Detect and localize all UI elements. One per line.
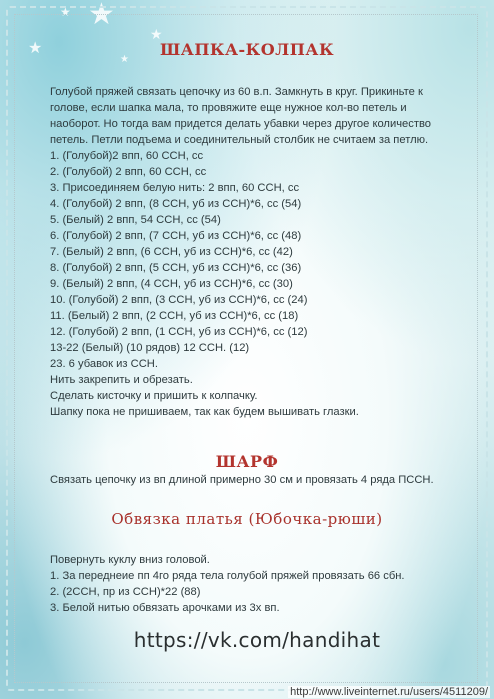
- footer-url[interactable]: http://www.liveinternet.ru/users/4511209/: [290, 686, 488, 698]
- hat-title: ШАПКА-КОЛПАК: [160, 40, 334, 59]
- pattern-row: 4. (Голубой) 2 впп, (8 ССН, уб из ССН)*6, сс (54): [50, 198, 302, 210]
- pattern-row: 6. (Голубой) 2 впп, (7 ССН, уб из ССН)*6, сс (48): [50, 230, 302, 242]
- star-icon: ★: [28, 38, 43, 57]
- pattern-row: 12. (Голубой) 2 впп, (1 ССН, уб из ССН)*6, сс (12): [50, 326, 308, 338]
- dress-row: 2. (2ССН, пр из ССН)*22 (88): [50, 586, 201, 598]
- pattern-row: 3. Присоединяем белую нить: 2 впп, 60 ССН, сс: [50, 182, 300, 194]
- star-icon: ★: [60, 5, 71, 19]
- intro-paragraph: Голубой пряжей связать цепочку из 60 в.п. Замкнуть в круг. Прикиньте к голове, если шапка мала, то провяжите еще нужное кол-во петель и наоборот. Но тогда вам придется делать убавки через другое количество петель. Петли подъема и соединительный столбик не считаем за петлю.: [50, 86, 432, 146]
- pattern-row: 2. (Голубой) 2 впп, 60 ССН, сс: [50, 166, 207, 178]
- pattern-row: 1. (Голубой)2 впп, 60 ССН, сс: [50, 150, 204, 162]
- scarf-title: ШАРФ: [215, 452, 279, 471]
- star-icon: ★: [150, 27, 163, 43]
- dress-row: 1. За переднеие пп 4го ряда тела голубой пряжей провязать 66 сбн.: [50, 570, 405, 582]
- pattern-row: 7. (Белый) 2 впп, (6 ССН, уб из ССН)*6, сс (42): [50, 246, 293, 258]
- pattern-row: 23. 6 убавок из ССН.: [50, 358, 158, 370]
- pattern-rows: [50, 148, 460, 420]
- pattern-row: Нить закрепить и обрезать.: [50, 374, 193, 386]
- pattern-row: Шапку пока не пришиваем, так как будем вышивать глазки.: [50, 406, 359, 418]
- pattern-row: 10. (Голубой) 2 впп, (3 ССН, уб из ССН)*6, сс (24): [50, 294, 308, 306]
- pattern-row: 13-22 (Белый) (10 рядов) 12 ССН. (12): [50, 342, 250, 354]
- pattern-row: 5. (Белый) 2 впп, 54 ССН, сс (54): [50, 214, 221, 226]
- dress-title: Обвязка платья (Юбочка-рюши): [111, 510, 383, 528]
- pattern-row: Сделать кисточку и пришить к колпачку.: [50, 390, 258, 402]
- dress-row: 3. Белой нитью обвязать арочками из 3х вп.: [50, 602, 280, 614]
- dress-rows: [50, 552, 460, 616]
- scarf-paragraph: Связать цепочку из вп длиной примерно 30 см и провязать 4 ряда ПССН.: [50, 474, 434, 486]
- star-icon: ★: [120, 54, 129, 65]
- dress-row: Повернуть куклу вниз головой.: [50, 554, 210, 566]
- pattern-row: 11. (Белый) 2 впп, (2 ССН, уб из ССН)*6, сс (18): [50, 310, 299, 322]
- pattern-row: 8. (Голубой) 2 впп, (5 ССН, уб из ССН)*6, сс (36): [50, 262, 302, 274]
- vk-link[interactable]: https://vk.com/handihat: [133, 628, 381, 652]
- pattern-row: 9. (Белый) 2 впп, (4 ССН, уб из ССН)*6, сс (30): [50, 278, 293, 290]
- star-icon: ★: [88, 0, 115, 32]
